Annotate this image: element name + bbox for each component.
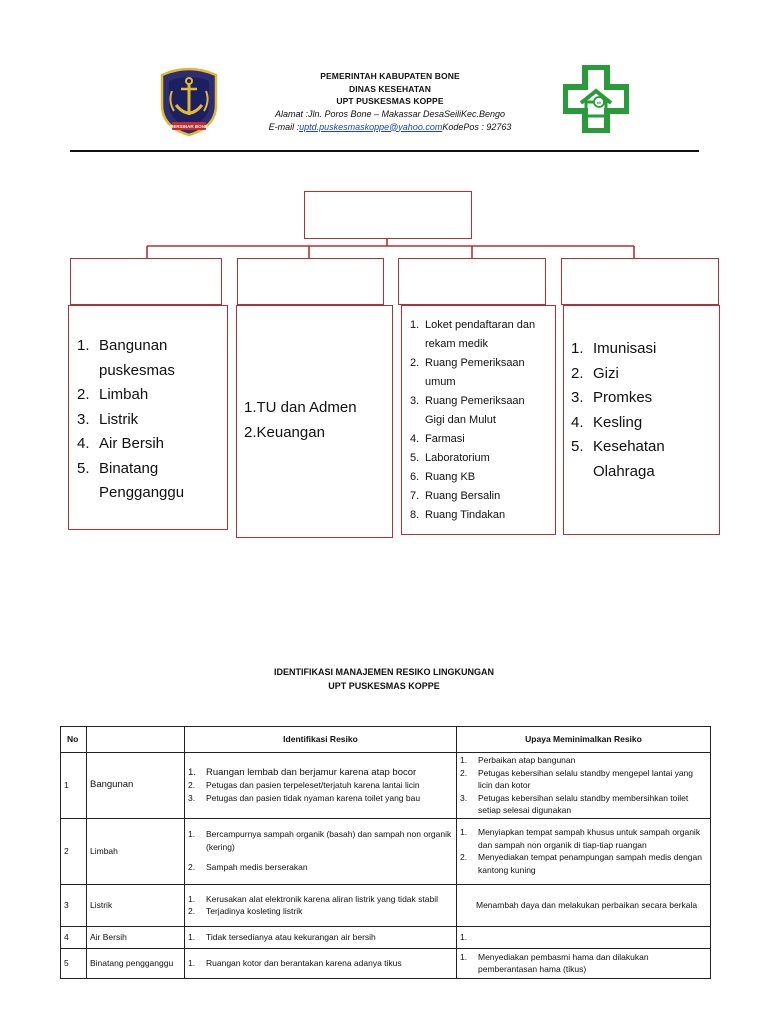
risk-item-text: Petugas dan pasien tidak nyaman karena toilet yang bau xyxy=(206,792,421,803)
mitigation-item-text: Petugas kebersihan selalu standby membersihkan toilet setiap selesai digunakan xyxy=(478,792,689,815)
room-item-text: Ruang KB xyxy=(425,471,476,483)
mitigation-item-number: 2. xyxy=(460,852,468,862)
mitigation-cell xyxy=(457,948,711,978)
risk-item-number: 2. xyxy=(188,780,196,790)
risk-item-text: Ruangan lembab dan berjamur karena atap bocor xyxy=(206,766,417,778)
room-item-text: Laboratorium xyxy=(425,452,490,464)
facility-item-number xyxy=(77,359,99,384)
table-row xyxy=(61,884,711,926)
room-item-text: Gigi dan Mulut xyxy=(425,414,496,426)
room-item-number: 8. xyxy=(410,509,420,521)
row-number: 5 xyxy=(61,948,87,978)
facility-item-text: Listrik xyxy=(99,410,139,428)
facility-item-text: Binatang xyxy=(99,459,159,477)
letterhead-line-2: DINAS KESEHATAN xyxy=(349,83,431,94)
risk-cell xyxy=(185,753,457,819)
mitigation-item-number: 2. xyxy=(460,767,468,778)
risk-item xyxy=(188,861,453,874)
program-item-text: Gizi xyxy=(593,364,619,382)
letterhead-line-1: PEMERINTAH KABUPATEN BONE xyxy=(320,71,460,81)
header-risk: Identifikasi Resiko xyxy=(185,727,457,753)
risk-item-number: 1. xyxy=(188,931,196,942)
program-item xyxy=(571,435,719,460)
program-item xyxy=(571,362,719,387)
table-row xyxy=(61,948,711,978)
risk-item xyxy=(188,792,453,805)
row-category: Air Bersih xyxy=(87,926,185,948)
org-chart-list-box-3 xyxy=(401,305,556,535)
header-name xyxy=(87,727,185,753)
mitigation-item-number: 1. xyxy=(460,951,468,962)
program-item-number xyxy=(571,460,593,485)
room-item-number: 7. xyxy=(410,490,420,502)
program-item xyxy=(571,386,719,411)
room-item-text: Loket pendaftaran dan xyxy=(425,319,536,331)
mitigation-cell xyxy=(457,753,711,819)
mitigation-item-number: 3. xyxy=(460,792,468,803)
room-item-number: 5. xyxy=(410,452,420,464)
room-item xyxy=(410,411,555,430)
row-category: Bangunan xyxy=(87,753,185,819)
room-item-number: 2. xyxy=(410,357,420,369)
facility-item xyxy=(77,359,227,384)
room-item-number xyxy=(410,411,425,430)
emblem-banner-text: BERSINAR BONE xyxy=(170,124,208,129)
facility-item xyxy=(77,432,227,457)
email-label: E-mail : xyxy=(268,121,300,132)
row-number: 2 xyxy=(61,818,87,884)
risk-cell xyxy=(185,818,457,884)
puskesmas-cross-logo xyxy=(563,65,629,133)
facility-item-text: Limbah xyxy=(99,386,149,403)
room-item-text: Ruang Tindakan xyxy=(425,509,506,521)
room-item-text: Ruang Pemeriksaan xyxy=(425,357,525,369)
org-chart-header-box-3 xyxy=(398,258,546,305)
table-row xyxy=(61,818,711,884)
row-number: 1 xyxy=(61,753,87,819)
org-chart-list-box-2 xyxy=(236,305,393,538)
programs-list xyxy=(571,337,719,484)
mitigation-item-text: Menyiapkan tempat sampah khusus untuk sampah organik dan sampah non organik di tiap-tiap ruangan xyxy=(478,827,701,850)
admin-item-2: 2.Keuangan xyxy=(244,423,325,441)
org-chart-list-box-1 xyxy=(68,305,228,530)
mitigation-item xyxy=(460,951,707,976)
row-category: Limbah xyxy=(87,818,185,884)
risk-item-number: 1. xyxy=(188,766,196,778)
facility-item-text: Bangunan xyxy=(99,337,168,354)
risk-item xyxy=(188,828,453,853)
bone-regency-emblem xyxy=(158,65,220,137)
room-item-number: 1. xyxy=(410,319,420,331)
mitigation-cell xyxy=(457,926,711,948)
risk-item-number: 3. xyxy=(188,792,196,803)
building-facilities-list xyxy=(77,334,227,506)
room-item xyxy=(410,430,555,449)
risk-item-text: Terjadinya kosleting listrik xyxy=(206,906,303,916)
svg-text:∞: ∞ xyxy=(596,100,602,107)
letterhead-email-line xyxy=(225,121,555,134)
risk-item-text: Ruangan kotor dan berantakan karena adanya tikus xyxy=(206,957,402,968)
program-item xyxy=(571,460,719,485)
room-item-text: umum xyxy=(425,376,456,388)
letterhead-divider xyxy=(70,150,699,152)
room-item xyxy=(410,316,555,335)
risk-cell xyxy=(185,884,457,926)
facility-item-text: Air Bersih xyxy=(99,435,165,452)
org-chart-header-box-1 xyxy=(70,258,222,305)
facility-item xyxy=(77,481,227,506)
facility-item xyxy=(77,383,227,408)
mitigation-cell xyxy=(457,884,711,926)
program-item-number: 3. xyxy=(571,389,584,406)
letterhead-line-3: UPT PUSKESMAS KOPPE xyxy=(336,96,444,106)
program-item-text: Olahraga xyxy=(593,462,655,480)
risk-item-text: Sampah medis berserakan xyxy=(206,862,308,873)
mitigation-item-number: 1. xyxy=(460,827,468,837)
facility-item-number: 2. xyxy=(77,386,90,403)
room-item xyxy=(410,487,555,506)
table-row xyxy=(61,753,711,819)
risk-item-number: 2. xyxy=(188,862,196,873)
program-item-number: 5. xyxy=(571,438,584,455)
header-no: No xyxy=(61,727,87,753)
risk-item xyxy=(188,905,453,918)
room-item xyxy=(410,506,555,525)
header-mitigation: Upaya Meminimalkan Resiko xyxy=(457,727,711,753)
room-item-text: rekam medik xyxy=(425,338,488,350)
program-item-text: Promkes xyxy=(593,389,653,406)
mitigation-item xyxy=(460,826,707,851)
mitigation-item-text: Menyediakan pembasmi hama dan dilakukan pemberantasan hama (tikus) xyxy=(478,951,649,974)
room-item-text: Ruang Pemeriksaan xyxy=(425,395,525,407)
risk-item-text: Bercampurnya sampah organik (basah) dan sampah non organik (kering) xyxy=(206,829,452,852)
program-item-number: 2. xyxy=(571,364,584,382)
risk-section-title: IDENTIFIKASI MANAJEMEN RESIKO LINGKUNGAN xyxy=(273,667,494,677)
program-item-text: Imunisasi xyxy=(593,340,657,357)
mitigation-text: Menambah daya dan melakukan perbaikan secara berkala xyxy=(476,899,698,910)
letterhead-address: Alamat :Jln. Poros Bone – Makassar DesaSeiliKec.Bengo xyxy=(274,108,506,119)
risk-item-text: Kerusakan alat elektronik karena aliran listrik yang tidak stabil xyxy=(206,893,438,904)
program-item xyxy=(571,337,719,362)
risk-item-number: 1. xyxy=(188,893,196,904)
row-number: 4 xyxy=(61,926,87,948)
room-item xyxy=(410,335,555,354)
mitigation-item-text: Perbaikan atap bangunan xyxy=(478,755,576,765)
risk-table-body xyxy=(61,753,711,979)
room-item-number xyxy=(410,373,425,392)
room-item xyxy=(410,354,555,373)
room-item xyxy=(410,373,555,392)
org-chart-header-box-2 xyxy=(237,258,384,305)
room-item-number: 3. xyxy=(410,395,420,407)
risk-item xyxy=(188,931,453,944)
row-category: Listrik xyxy=(87,884,185,926)
facility-item xyxy=(77,408,227,433)
room-item-text: Farmasi xyxy=(425,433,465,445)
mitigation-item xyxy=(460,792,707,817)
facility-item-number: 4. xyxy=(77,435,90,452)
risk-item-number: 2. xyxy=(188,906,196,916)
mitigation-item-number: 1. xyxy=(460,755,468,765)
risk-item xyxy=(188,767,453,780)
mitigation-item xyxy=(460,851,707,876)
room-item-number xyxy=(410,335,425,354)
risk-section-subtitle: UPT PUSKESMAS KOPPE xyxy=(328,681,440,691)
email-link[interactable]: uptd.puskesmaskoppe@yahoo.com xyxy=(299,121,443,132)
postcode: KodePos : 92763 xyxy=(442,121,512,132)
row-number: 3 xyxy=(61,884,87,926)
risk-cell xyxy=(185,926,457,948)
program-item-text: Kesehatan xyxy=(593,438,665,455)
facility-item-number xyxy=(77,481,99,506)
facility-item xyxy=(77,457,227,482)
mitigation-item-number: 1. xyxy=(460,931,468,942)
facility-item xyxy=(77,334,227,359)
room-item-number: 4. xyxy=(410,433,420,445)
mitigation-item xyxy=(460,754,707,767)
mitigation-cell xyxy=(457,818,711,884)
room-item xyxy=(410,392,555,411)
org-chart-header-box-4 xyxy=(561,258,719,305)
risk-item-text: Tidak tersedianya atau kekurangan air bersih xyxy=(206,931,376,942)
program-item-number: 1. xyxy=(571,340,584,357)
risk-item-text: Petugas dan pasien terpeleset/terjatuh karena lantai licin xyxy=(206,780,420,790)
spacer xyxy=(188,853,453,861)
program-item xyxy=(571,411,719,436)
risk-item-number: 1. xyxy=(188,957,196,968)
risk-item xyxy=(188,893,453,906)
facility-item-number: 3. xyxy=(77,410,90,428)
facility-item-text: Pengganggu xyxy=(99,484,185,501)
risk-table xyxy=(60,726,711,979)
row-category: Binatang pengganggu xyxy=(87,948,185,978)
room-item xyxy=(410,449,555,468)
mitigation-item-text: Menyediakan tempat penampungan sampah medis dengan kantong kuning xyxy=(478,852,702,875)
room-item-number: 6. xyxy=(410,471,420,483)
mitigation-item xyxy=(460,767,707,792)
facility-item-number: 1. xyxy=(77,337,90,354)
program-item-text: Kesling xyxy=(593,413,643,431)
risk-cell xyxy=(185,948,457,978)
room-item-text: Ruang Bersalin xyxy=(425,490,501,502)
table-row xyxy=(61,926,711,948)
mitigation-item-text: Petugas kebersihan selalu standby mengepel lantai yang licin dan kotor xyxy=(478,767,694,790)
program-item-number: 4. xyxy=(571,413,584,431)
admin-item-1: 1.TU dan Admen xyxy=(244,399,357,416)
service-rooms-list xyxy=(410,316,555,525)
room-item xyxy=(410,468,555,487)
org-chart-top-box xyxy=(304,191,472,239)
mitigation-item xyxy=(460,931,707,944)
letterhead-text xyxy=(225,70,555,134)
facility-item-number: 5. xyxy=(77,459,90,477)
risk-item xyxy=(188,779,453,792)
facility-item-text: puskesmas xyxy=(99,361,175,379)
risk-item-number: 1. xyxy=(188,829,196,840)
risk-table-header xyxy=(61,727,711,753)
org-chart-list-box-4 xyxy=(563,305,720,535)
risk-item xyxy=(188,957,453,970)
